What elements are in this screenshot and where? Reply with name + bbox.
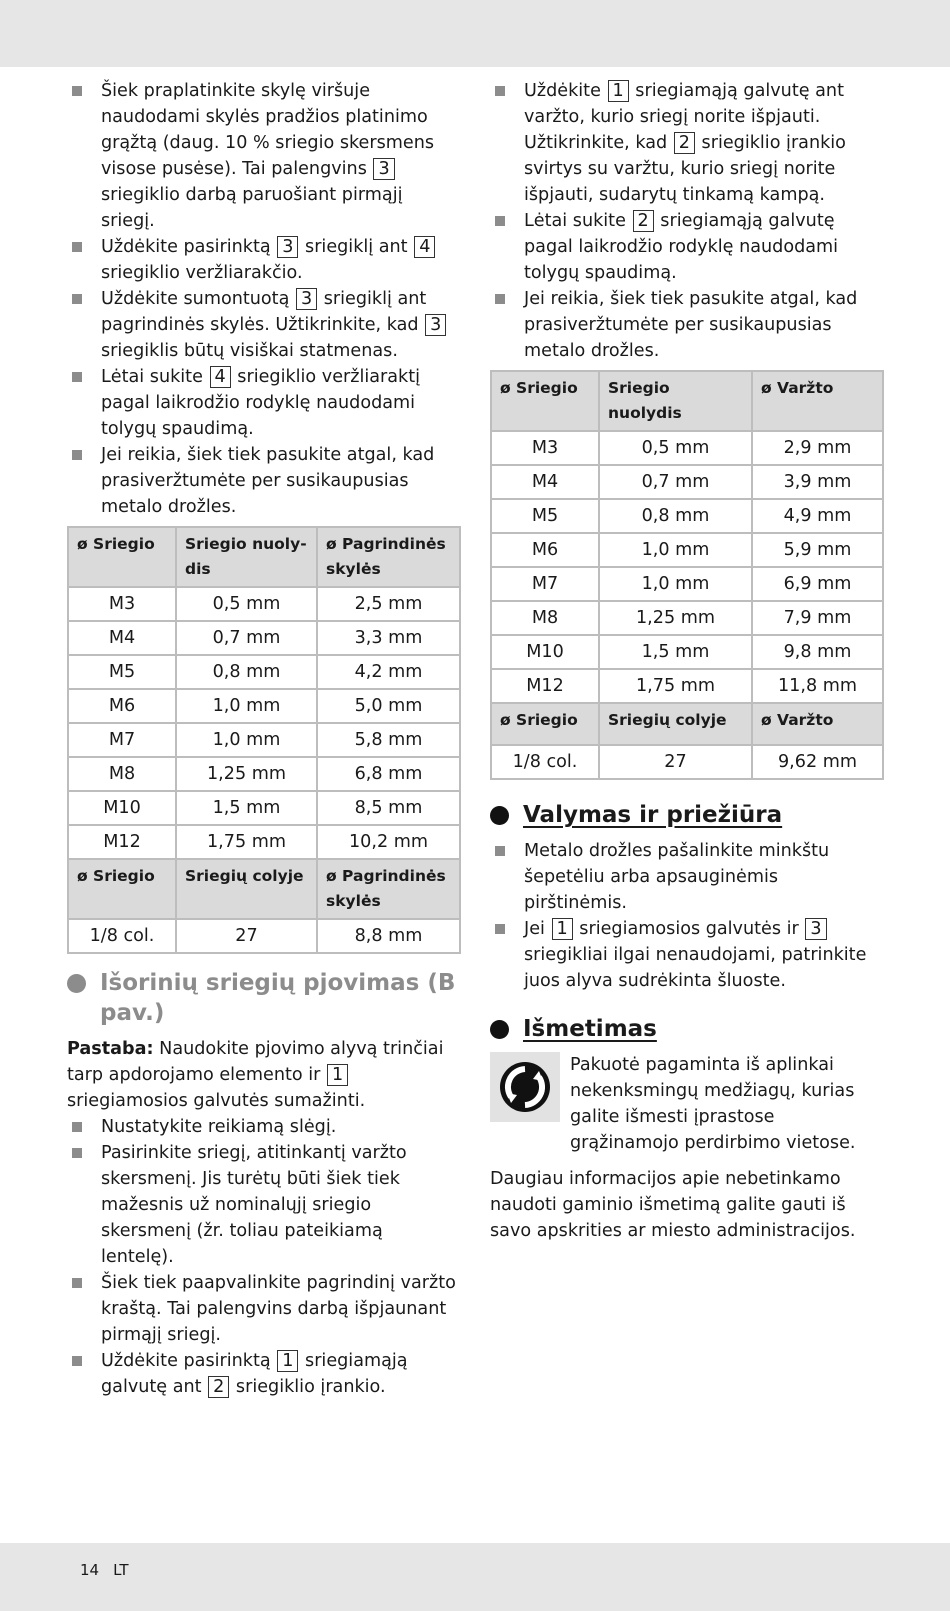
table-row (491, 465, 883, 499)
list-item (67, 1270, 461, 1348)
table-body (491, 745, 883, 779)
table-cell: 27 (599, 745, 752, 779)
list-item (67, 364, 461, 442)
bullet-dot-icon (67, 974, 86, 993)
table-row (68, 621, 460, 655)
text-run: sriegiamosios galvutės ir (573, 919, 805, 939)
left-bullets-1 (67, 78, 461, 520)
part-number-box: 2 (633, 210, 654, 232)
text-run: Jei reikia, šiek tiek pasukite atgal, kad prasiveržtumėte per susikaupusias metalo drožles. (101, 445, 435, 517)
table-cell: 1,5 mm (599, 635, 752, 669)
right-die-table (490, 370, 884, 780)
part-number-box: 4 (414, 236, 435, 258)
list-item (67, 234, 461, 286)
table-body (68, 587, 460, 859)
list-item (490, 838, 882, 916)
table-row (68, 825, 460, 859)
table-row (491, 533, 883, 567)
table-row (68, 919, 460, 953)
table-cell: M12 (68, 825, 176, 859)
table-cell: 9,62 mm (752, 745, 883, 779)
table-cell: 5,8 mm (317, 723, 460, 757)
table-row (491, 601, 883, 635)
table-cell: M8 (491, 601, 599, 635)
table-header: Sriegio nuolydis (599, 371, 752, 431)
text-run: sriegiklio įrankio svirtys su varžtu, kurio sriegį norite išpjauti, sudarytų tinkamą kampą. (524, 133, 846, 205)
table-cell: 3,3 mm (317, 621, 460, 655)
text-run: Šiek praplatinkite skylę viršuje naudodami skylės pradžios platinimo grąžtą (daug. 10 % sriegio skersmens visose pusėse). Tai palengvins (101, 81, 435, 179)
text-run: Nustatykite reikiamą slėgį. (101, 1117, 337, 1137)
text-run: Jei reikia, šiek tiek pasukite atgal, kad prasiveržtumėte per susikaupusias metalo drožles. (524, 289, 858, 361)
text-run: sriegiklio veržliarakčio. (101, 263, 303, 283)
table-row (68, 587, 460, 621)
text-run: Uždėkite sumontuotą (101, 289, 295, 309)
table-row (68, 723, 460, 757)
table-cell: 5,0 mm (317, 689, 460, 723)
part-number-box: 1 (552, 918, 573, 940)
table-cell: 1/8 col. (491, 745, 599, 779)
part-number-box: 3 (805, 918, 826, 940)
language-code: LT (113, 1561, 129, 1579)
text-run: sriegiamąją galvutę pagal laikrodžio rodyklę naudodami tolygų spaudimą. (524, 211, 839, 283)
right-column (490, 78, 882, 1244)
table-cell: M7 (68, 723, 176, 757)
part-number-box: 3 (277, 236, 298, 258)
text-run: Naudokite pjovimo alyvą trinčiai tarp apdorojamo elemento ir (67, 1039, 444, 1085)
table-cell: 1,0 mm (599, 567, 752, 601)
table-row (68, 791, 460, 825)
part-number-box: 1 (277, 1350, 298, 1372)
text-run: Lėtai sukite (101, 367, 209, 387)
part-number-box: 1 (327, 1064, 348, 1086)
text-run: Uždėkite pasirinktą (101, 1351, 277, 1371)
table-row (68, 689, 460, 723)
table-cell: M12 (491, 669, 599, 703)
table-cell: 1,75 mm (176, 825, 317, 859)
text-run: Uždėkite pasirinktą (101, 237, 277, 257)
left-column (67, 78, 461, 1400)
table-cell: 1,0 mm (599, 533, 752, 567)
table-cell: 4,9 mm (752, 499, 883, 533)
table-cell: 1,75 mm (599, 669, 752, 703)
list-item (490, 916, 882, 994)
table-row (491, 635, 883, 669)
table-row (68, 655, 460, 689)
part-number-box: 3 (296, 288, 317, 310)
table-header: ø Pagrindinės skylės (317, 527, 460, 587)
text-run: Lėtai sukite (524, 211, 632, 231)
section-heading-cleaning (490, 800, 882, 830)
note-paragraph (67, 1036, 461, 1114)
section-heading-external-threads (67, 968, 461, 1028)
table-cell: 11,8 mm (752, 669, 883, 703)
table-cell: 10,2 mm (317, 825, 460, 859)
table-cell: 1,0 mm (176, 723, 317, 757)
text-run: sriegiamąją galvutę ant (101, 1351, 408, 1397)
table-cell: M3 (491, 431, 599, 465)
text-run: sriegiamąją galvutę ant varžto, kurio sriegį norite išpjauti. Užtikrinkite, kad (524, 81, 844, 153)
table-row (491, 431, 883, 465)
table-row (68, 757, 460, 791)
bullet-dot-icon (490, 806, 509, 825)
table-cell: M4 (68, 621, 176, 655)
section-heading-disposal (490, 1014, 882, 1044)
list-item (490, 208, 882, 286)
disposal-paragraph: Daugiau informacijos apie nebetinkamo naudoti gaminio išmetimą galite gauti iš savo apskrities ar miesto administracijos. (490, 1169, 856, 1241)
page-footer (80, 1561, 143, 1579)
part-number-box: 2 (674, 132, 695, 154)
table-header: ø Sriegio (68, 527, 176, 587)
right-bullets-1 (490, 78, 882, 364)
table-cell: 0,7 mm (176, 621, 317, 655)
text-run: sriegiklio veržliaraktį pagal laikrodžio rodyklę naudodami tolygų spaudimą. (101, 367, 421, 439)
list-item (67, 1114, 461, 1140)
text-run: Šiek tiek paapvalinkite pagrindinį varžto kraštą. Tai palengvins darbą išpjaunant pirmąjį sriegį. (101, 1273, 456, 1345)
table-body (491, 431, 883, 703)
recycling-icon (490, 1052, 560, 1122)
table-cell: 9,8 mm (752, 635, 883, 669)
list-item (67, 442, 461, 520)
table-header: Sriegio nuoly-dis (176, 527, 317, 587)
table-cell: 0,5 mm (599, 431, 752, 465)
page-number: 14 (80, 1561, 100, 1579)
table-row (491, 745, 883, 779)
table-cell: 1/8 col. (68, 919, 176, 953)
table-cell: 27 (176, 919, 317, 953)
part-number-box: 3 (373, 158, 394, 180)
table-cell: 6,9 mm (752, 567, 883, 601)
table-header: ø Sriegio (491, 371, 599, 431)
section-title: Valymas ir priežiūra (523, 802, 783, 828)
table-cell: 3,9 mm (752, 465, 883, 499)
list-item (490, 78, 882, 208)
section-title: Išmetimas (523, 1016, 657, 1042)
part-number-box: 4 (210, 366, 231, 388)
text-run: Uždėkite (524, 81, 607, 101)
list-item (67, 78, 461, 234)
text-run: sriegiklį ant pagrindinės skylės. Užtikrinkite, kad (101, 289, 427, 335)
text-run: sriegiamosios galvutės sumažinti. (67, 1091, 366, 1111)
table-cell: M5 (491, 499, 599, 533)
table-cell: 8,5 mm (317, 791, 460, 825)
note-label: Pastaba: (67, 1039, 154, 1059)
table-row (491, 499, 883, 533)
table-cell: 4,2 mm (317, 655, 460, 689)
table-cell: 2,5 mm (317, 587, 460, 621)
table-cell: M5 (68, 655, 176, 689)
list-item (67, 286, 461, 364)
table-cell: 0,8 mm (599, 499, 752, 533)
part-number-box: 3 (425, 314, 446, 336)
table-cell: M3 (68, 587, 176, 621)
list-item (67, 1348, 461, 1400)
text-run: sriegiklio įrankio. (230, 1377, 386, 1397)
table-header: ø Sriegio (68, 859, 176, 919)
table-cell: M10 (491, 635, 599, 669)
table-cell: M7 (491, 567, 599, 601)
table-header: ø Varžto (752, 703, 883, 745)
table-cell: 1,25 mm (599, 601, 752, 635)
top-bar (0, 0, 950, 67)
table-cell: 2,9 mm (752, 431, 883, 465)
part-number-box: 1 (608, 80, 629, 102)
text-run: sriegiklio darbą paruošiant pirmąjį sriegį. (101, 185, 403, 231)
table-header: Sriegių colyje (599, 703, 752, 745)
list-item (67, 1140, 461, 1270)
text-run: Jei (524, 919, 551, 939)
table-header: ø Pagrindinės skylės (317, 859, 460, 919)
table-cell: 0,5 mm (176, 587, 317, 621)
table-cell: 6,8 mm (317, 757, 460, 791)
table-row (491, 669, 883, 703)
left-bullets-2 (67, 1114, 461, 1400)
table-cell: 8,8 mm (317, 919, 460, 953)
text-run: Metalo drožles pašalinkite minkštu šepetėliu arba apsauginėmis pirštinėmis. (524, 841, 830, 913)
bullet-dot-icon (490, 1020, 509, 1039)
table-row (491, 567, 883, 601)
table-cell: 1,25 mm (176, 757, 317, 791)
text-run: sriegiklis būtų visiškai statmenas. (101, 341, 398, 361)
text-run: sriegiklį ant (299, 237, 414, 257)
text-run: Pasirinkite sriegį, atitinkantį varžto skersmenį. Jis turėtų būti šiek tiek mažesnis už nominalųjį sriegio skersmenį (žr. toliau pateikiamą lentelę). (101, 1143, 407, 1267)
list-item (490, 286, 882, 364)
table-cell: M10 (68, 791, 176, 825)
table-cell: 7,9 mm (752, 601, 883, 635)
table-cell: 0,7 mm (599, 465, 752, 499)
table-cell: M6 (491, 533, 599, 567)
table-header: ø Sriegio (491, 703, 599, 745)
text-run: sriegikliai ilgai nenaudojami, patrinkite juos alyva sudrėkinta šluoste. (524, 945, 867, 991)
recycle-text: Pakuotė pagaminta iš aplinkai nekenksmingų medžiagų, kurias galite išmesti įprastose grąžinamojo perdirbimo vietose. (570, 1055, 856, 1153)
table-body (68, 919, 460, 953)
table-header: Sriegių colyje (176, 859, 317, 919)
table-cell: 5,9 mm (752, 533, 883, 567)
cleaning-bullets (490, 838, 882, 994)
table-cell: M4 (491, 465, 599, 499)
table-cell: M6 (68, 689, 176, 723)
left-tap-table (67, 526, 461, 954)
table-cell: 1,0 mm (176, 689, 317, 723)
table-cell: 1,5 mm (176, 791, 317, 825)
table-header: ø Varžto (752, 371, 883, 431)
section-title: Išorinių sriegių pjovimas (B pav.) (100, 970, 456, 1026)
table-cell: 0,8 mm (176, 655, 317, 689)
table-cell: M8 (68, 757, 176, 791)
recycle-block (490, 1052, 882, 1156)
part-number-box: 2 (208, 1376, 229, 1398)
